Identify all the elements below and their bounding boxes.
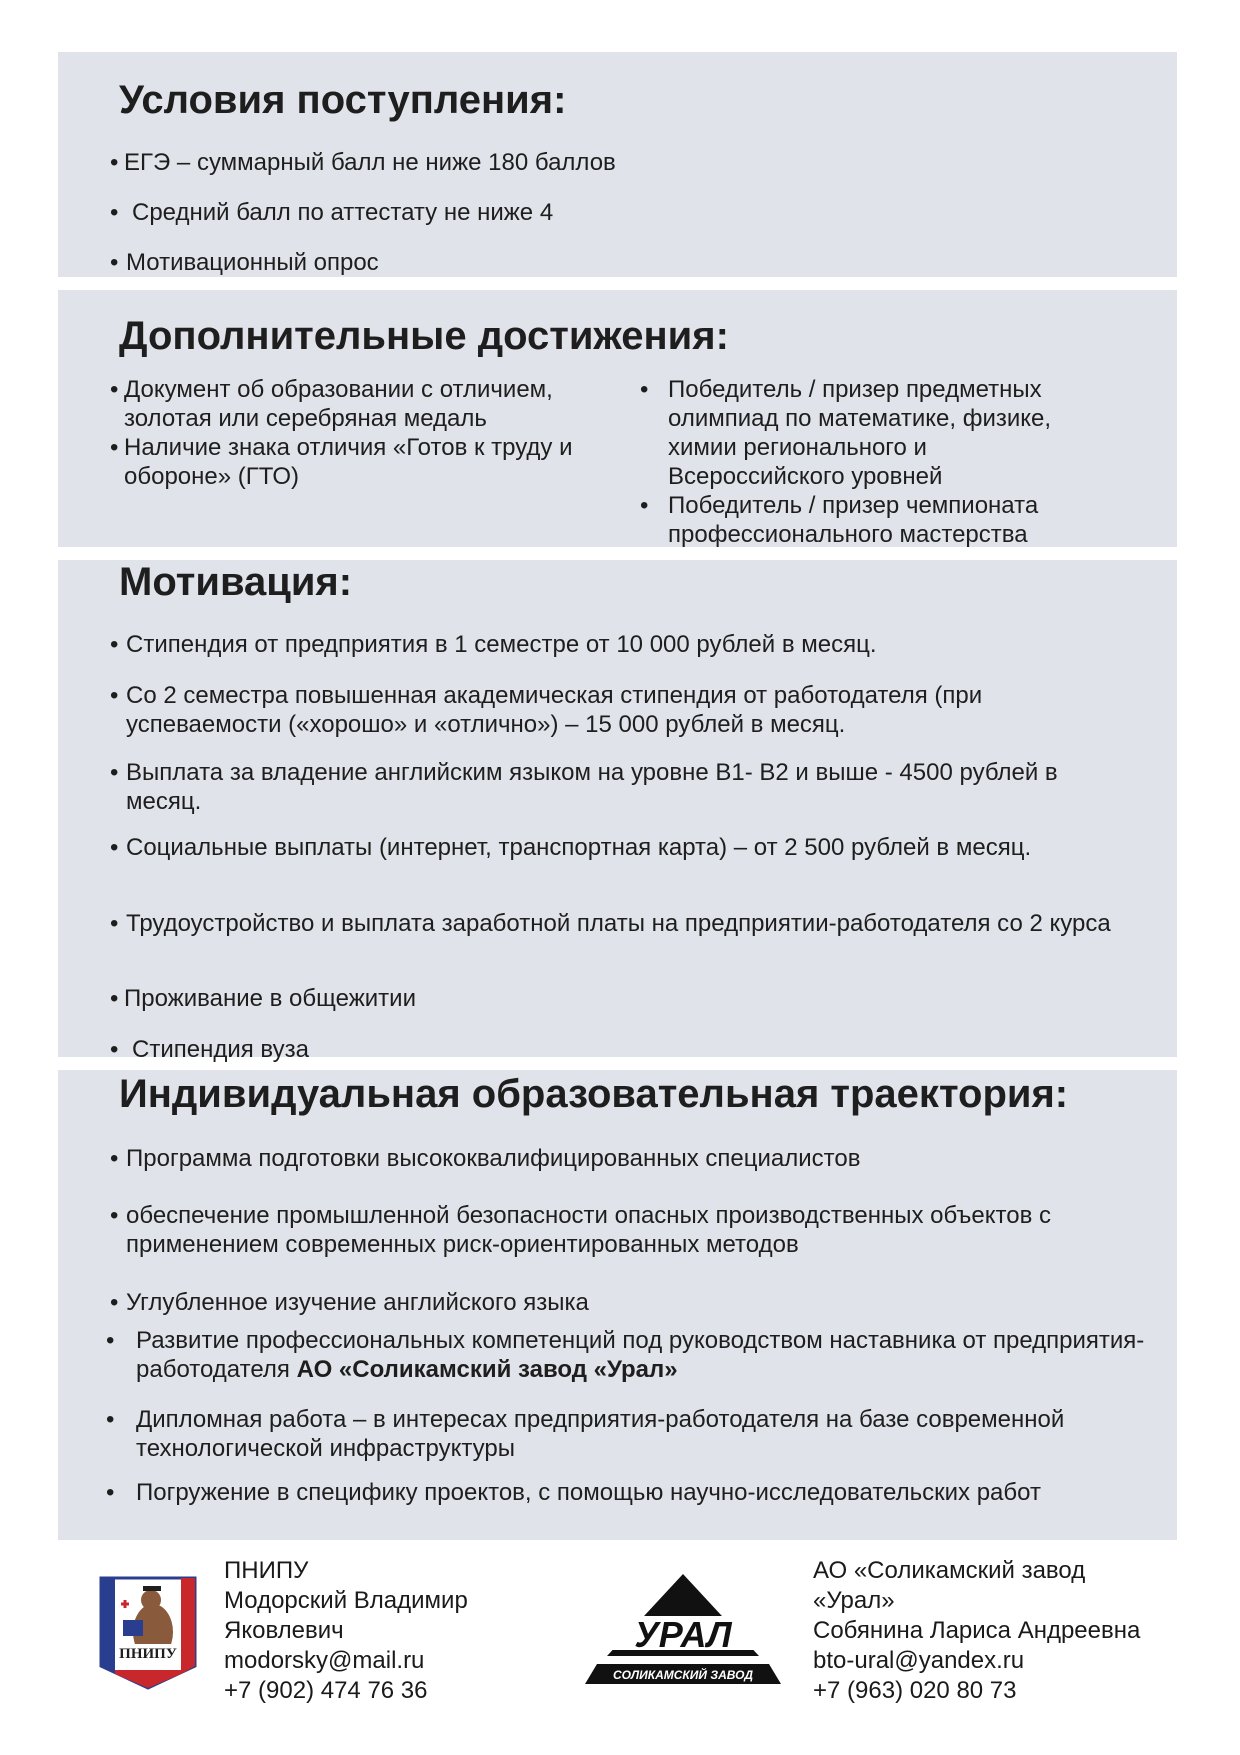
contact-name: Модорский Владимир (224, 1587, 468, 1614)
admission-section (58, 52, 1177, 277)
trajectory-title: Индивидуальная образовательная траектория: (119, 1072, 1069, 1116)
pnipu-logo (93, 1570, 203, 1692)
list-item: • Углубленное изучение английского языка (110, 1289, 589, 1316)
list-item: • Погружение в специфику проектов, с помощью научно-исследовательских работ (106, 1479, 1041, 1506)
list-item: • Социальные выплаты (интернет, транспортная карта) – от 2 500 рублей в месяц. (110, 834, 1032, 861)
contact-name: Собянина Лариса Андреевна (813, 1617, 1141, 1644)
ural-contact (813, 1556, 1140, 1706)
list-item: • Проживание в общежитии (110, 985, 416, 1012)
motivation-section (58, 560, 1177, 1063)
contact-phone[interactable]: +7 (963) 020 80 73 (813, 1677, 1017, 1704)
list-item: • Выплата за владение английским языком на уровне В1- В2 и выше - 4500 рублей в месяц. (110, 759, 1058, 815)
list-item: • Дипломная работа – в интересах предприятия-работодателя на базе современной технологической инфраструктуры (106, 1406, 1065, 1462)
list-item: • Стипендия от предприятия в 1 семестре от 10 000 рублей в месяц. (110, 631, 877, 658)
contact-phone[interactable]: +7 (902) 474 76 36 (224, 1677, 428, 1704)
contact-org: «Урал» (813, 1587, 895, 1614)
list-item: • Наличие знака отличия «Готов к труду и обороне» (ГТО) (110, 434, 573, 490)
list-item: • Победитель / призер предметных олимпиад по математике, физике, химии регионального и Всероссийского уровней (640, 376, 1052, 490)
employer-name: АО «Соликамский завод «Урал» (296, 1356, 678, 1383)
list-item: • Со 2 семестра повышенная академическая стипендия от работодателя (при успеваемости («хорошо» и «отлично») – 15 000 рублей в месяц. (110, 682, 983, 738)
ural-logo (583, 1572, 783, 1687)
contact-org: АО «Соликамский завод (813, 1557, 1086, 1584)
motivation-title: Мотивация: (119, 560, 353, 604)
achievements-section (58, 290, 1177, 547)
pnipu-emblem-icon (93, 1570, 203, 1692)
svg-text:ПНИПУ: ПНИПУ (119, 1646, 177, 1662)
list-item: • ЕГЭ – суммарный балл не ниже 180 баллов (110, 149, 616, 176)
pnipu-contact (224, 1556, 468, 1706)
list-item: • Стипендия вуза (110, 1036, 309, 1063)
list-item: • Документ об образовании с отличием, золотая или серебряная медаль (110, 376, 553, 432)
admission-title: Условия поступления: (119, 78, 567, 122)
ural-logo-icon (583, 1572, 783, 1687)
contact-email[interactable]: bto-ural@yandex.ru (813, 1647, 1025, 1674)
svg-text:СОЛИКАМСКИЙ ЗАВОД: СОЛИКАМСКИЙ ЗАВОД (613, 1668, 753, 1682)
achievements-title: Дополнительные достижения: (119, 314, 729, 358)
list-item: • Трудоустройство и выплата заработной платы на предприятии-работодателя со 2 курса (110, 910, 1111, 937)
list-item: • Развитие профессиональных компетенций под руководством наставника от предприятия-работодателя АО «Соликамский завод «Урал» (106, 1327, 1145, 1383)
list-item: • Победитель / призер чемпионата профессионального мастерства (640, 492, 1039, 548)
list-item: • Мотивационный опрос (110, 249, 379, 276)
contact-email[interactable]: modorsky@mail.ru (224, 1647, 425, 1674)
contact-org: ПНИПУ (224, 1557, 309, 1584)
list-item: • Программа подготовки высококвалифицированных специалистов (110, 1145, 861, 1172)
list-item: • Средний балл по аттестату не ниже 4 (110, 199, 554, 226)
contact-name: Яковлевич (224, 1617, 344, 1644)
list-item: • обеспечение промышленной безопасности опасных производственных объектов с применением современных риск-ориентированных методов (110, 1202, 1052, 1258)
svg-text:УРАЛ: УРАЛ (634, 1614, 732, 1655)
trajectory-section (58, 1070, 1177, 1540)
